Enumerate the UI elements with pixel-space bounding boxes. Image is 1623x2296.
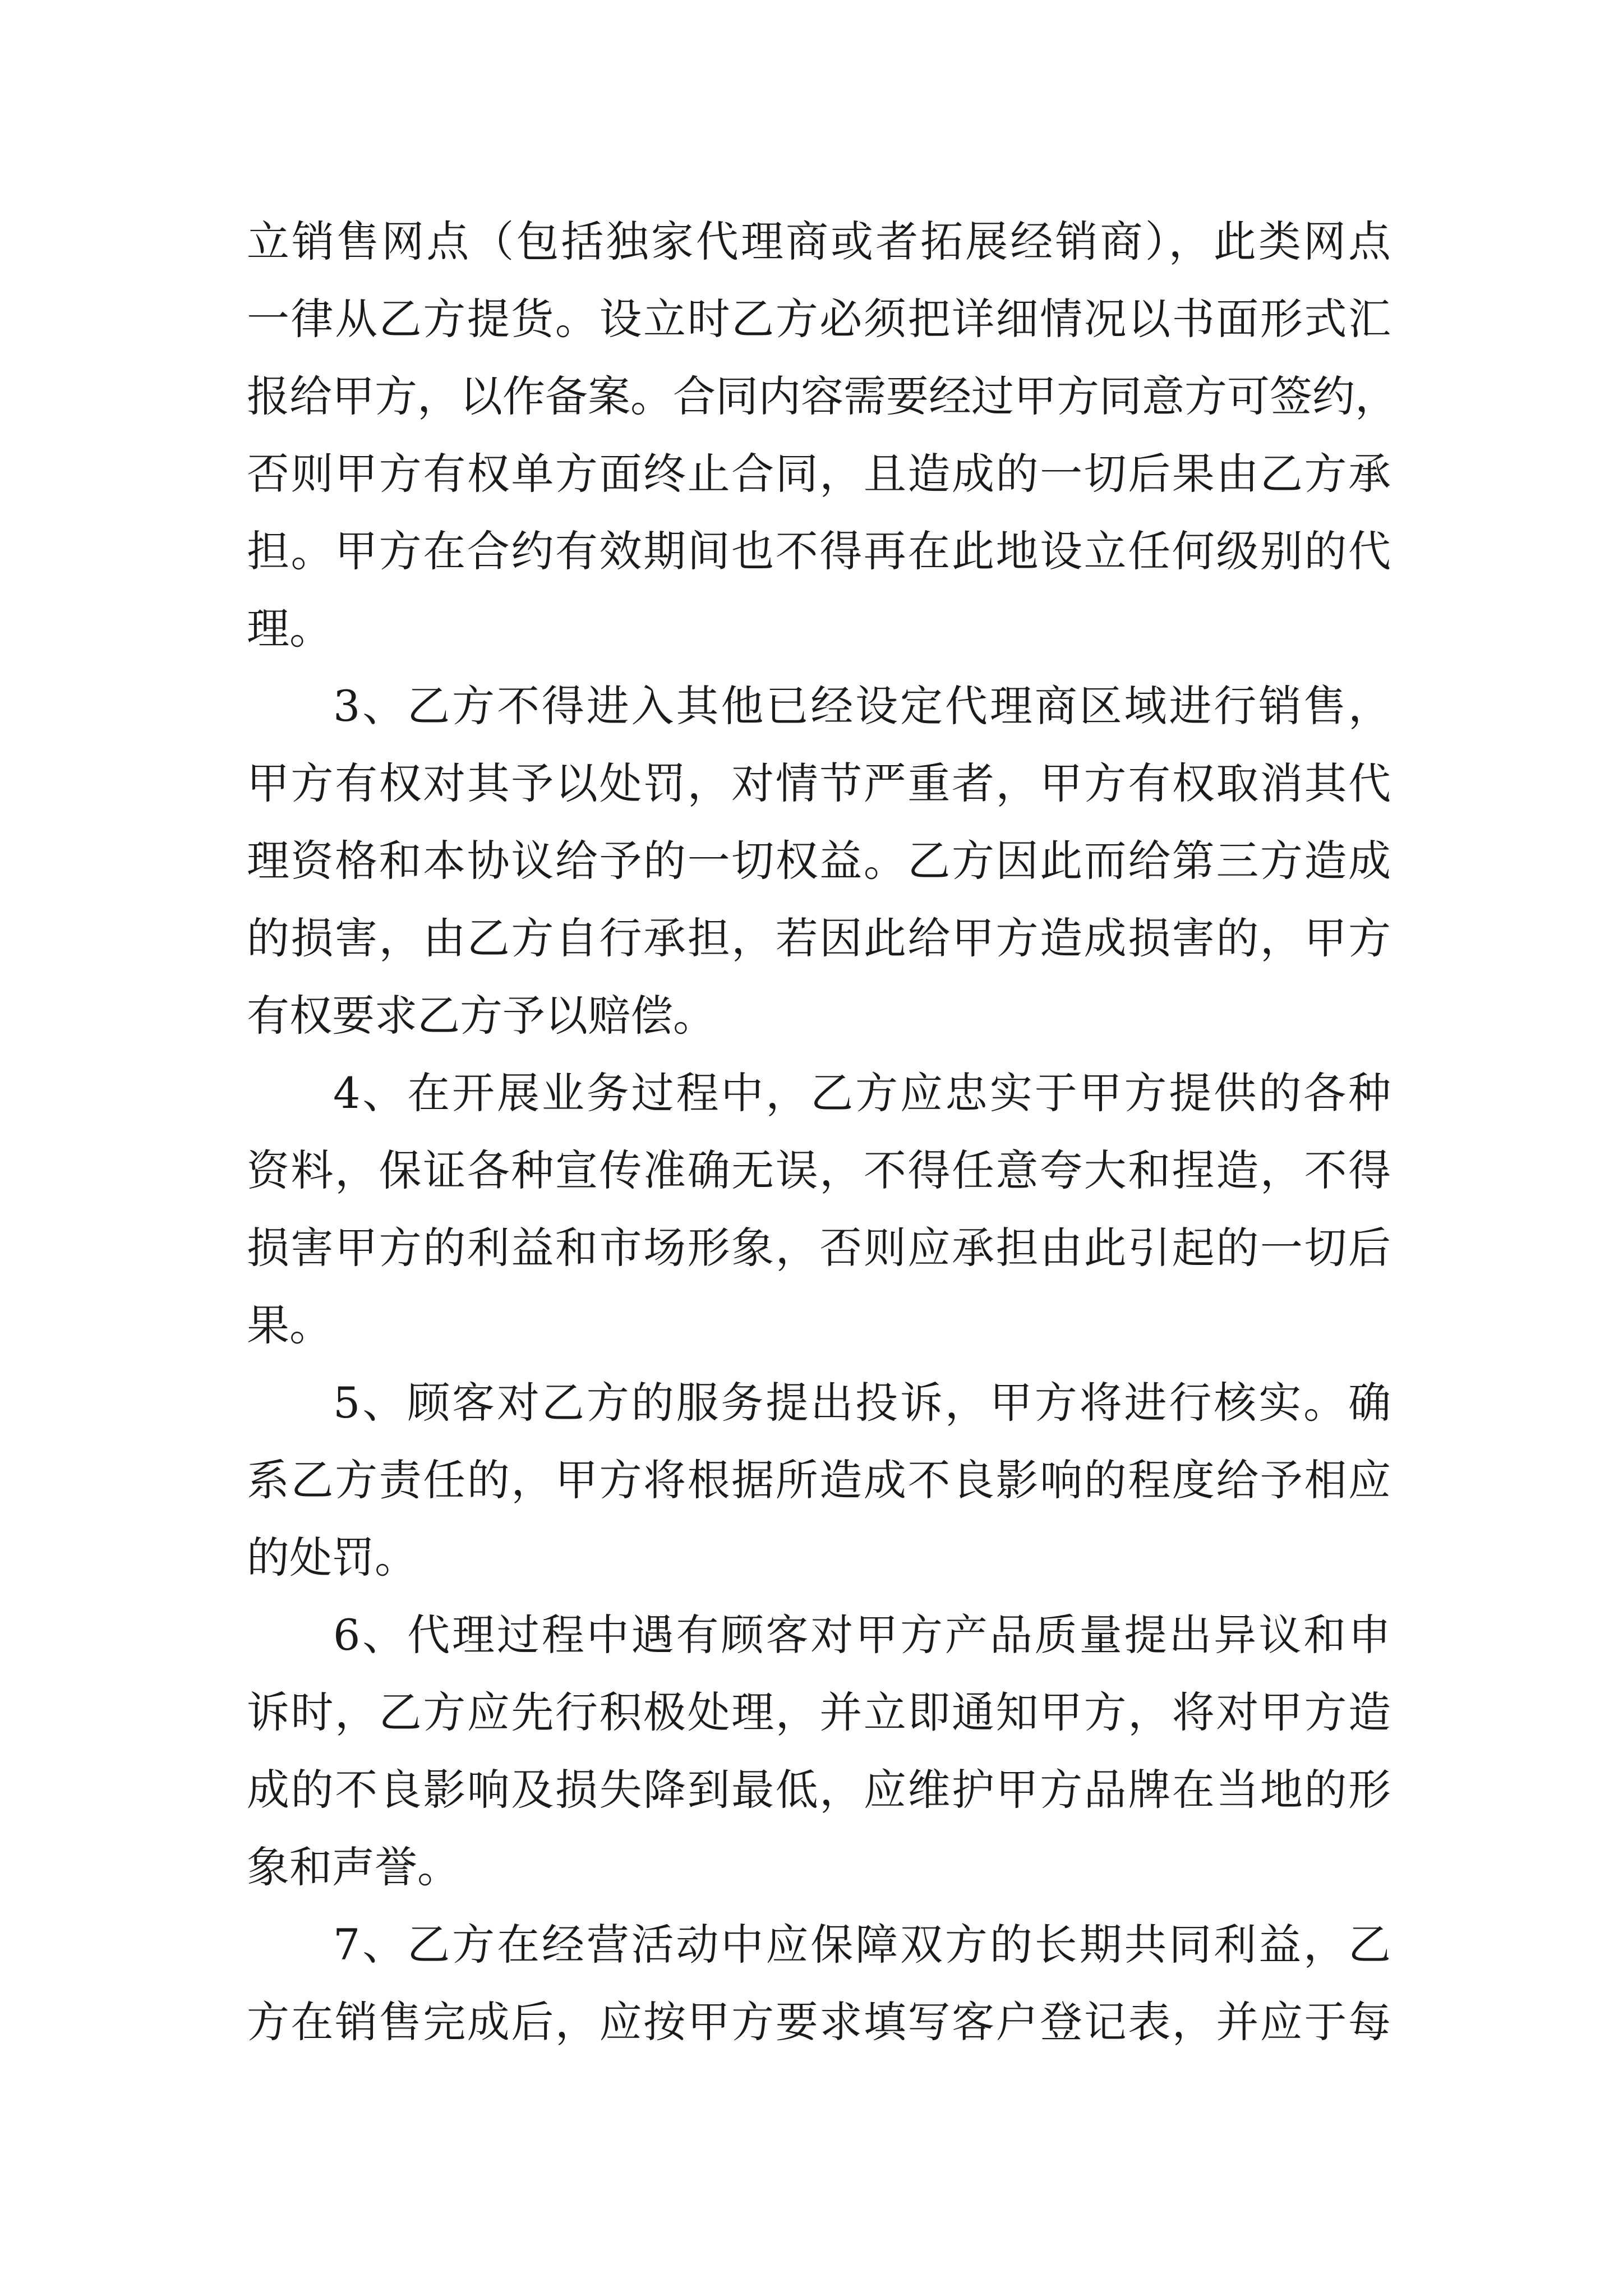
body-line: 一律从乙方提货。设立时乙方必须把详细情况以书面形式汇 — [247, 294, 1391, 344]
clause-4-first-line: 4、在开展业务过程中，乙方应忠实于甲方提供的各种 — [333, 1068, 1391, 1118]
body-line: 理资格和本协议给予的一切权益。乙方因此而给第三方造成 — [247, 836, 1391, 886]
body-line: 资料，保证各种宣传准确无误，不得任意夸大和捏造，不得 — [247, 1145, 1391, 1195]
body-line: 成的不良影响及损失降到最低，应维护甲方品牌在当地的形 — [247, 1765, 1391, 1815]
clause-3-first-line: 3、乙方不得进入其他已经设定代理商区域进行销售， — [333, 681, 1391, 731]
body-line: 的处罚。 — [247, 1533, 417, 1582]
body-line: 方在销售完成后，应按甲方要求填写客户登记表，并应于每 — [247, 1997, 1391, 2047]
body-line: 系乙方责任的，甲方将根据所造成不良影响的程度给予相应 — [247, 1455, 1391, 1505]
clause-5-first-line: 5、顾客对乙方的服务提出投诉，甲方将进行核实。确 — [333, 1378, 1391, 1428]
body-line: 否则甲方有权单方面终止合同，且造成的一切后果由乙方承 — [247, 449, 1391, 499]
body-line: 的损害，由乙方自行承担，若因此给甲方造成损害的，甲方 — [247, 913, 1391, 963]
body-line: 诉时，乙方应先行积极处理，并立即通知甲方，将对甲方造 — [247, 1687, 1391, 1737]
body-line: 有权要求乙方予以赔偿。 — [247, 991, 716, 1041]
clause-7-first-line: 7、乙方在经营活动中应保障双方的长期共同利益，乙 — [333, 1920, 1391, 1970]
body-line: 甲方有权对其予以处罚，对情节严重者，甲方有权取消其代 — [247, 758, 1391, 808]
body-line: 损害甲方的利益和市场形象，否则应承担由此引起的一切后 — [247, 1223, 1391, 1273]
body-line: 担。甲方在合约有效期间也不得再在此地设立任何级别的代 — [247, 526, 1391, 576]
body-line: 理。 — [247, 604, 332, 654]
body-line: 立销售网点（包括独家代理商或者拓展经销商），此类网点 — [247, 217, 1391, 266]
clause-6-first-line: 6、代理过程中遇有顾客对甲方产品质量提出异议和申 — [333, 1610, 1391, 1660]
body-line: 果。 — [247, 1300, 332, 1350]
body-line: 象和声誉。 — [247, 1842, 460, 1892]
body-line: 报给甲方，以作备案。合同内容需要经过甲方同意方可签约， — [247, 371, 1398, 421]
